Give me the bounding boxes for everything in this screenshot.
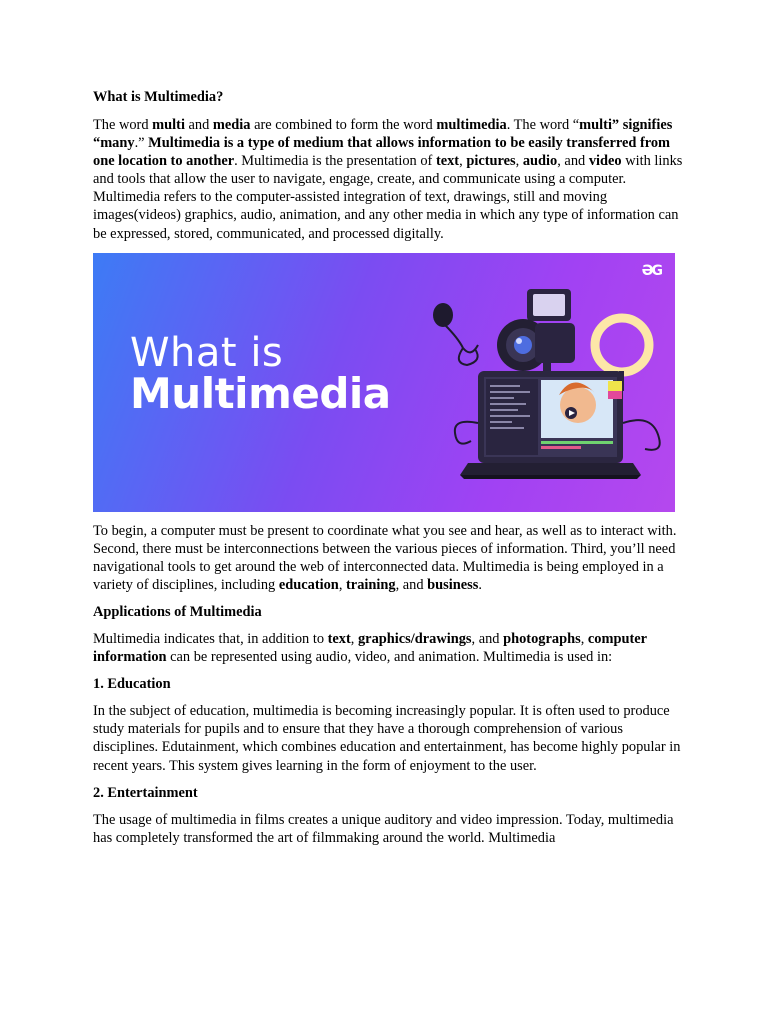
computer-requirements-paragraph <box>93 522 683 594</box>
heading-applications: Applications of Multimedia <box>93 604 262 621</box>
p2-bold-education: education <box>278 576 339 593</box>
p3-bold-text: text <box>327 631 351 648</box>
gfg-logo-icon: ƏG <box>641 262 661 279</box>
p2-text-4: . <box>478 576 482 593</box>
intro-bold-text: text <box>435 153 460 170</box>
heading-entertainment: 2. Entertainment <box>93 784 198 801</box>
intro-bold-pictures: pictures <box>466 153 516 170</box>
intro-text-2: and <box>184 117 213 133</box>
banner-title <box>130 329 391 419</box>
p2-text-2: , <box>338 576 347 593</box>
intro-text-6: . Multimedia is the presentation of <box>234 153 436 170</box>
ring-light-icon <box>595 318 649 372</box>
laptop-camera-illustration <box>423 253 675 512</box>
banner-title-line1: What is <box>130 329 284 376</box>
p2-text-1: To begin, a computer must be present to coordinate what you see and hear, as well as to interact with. Second, there must be interconnections between the various pieces of information. Third, you’ll need navigational tools to get around the web of interconnected data. Multimedia is being employed in a variety of disciplines, including <box>93 522 677 593</box>
multimedia-banner-image <box>93 253 675 512</box>
p3-text-5: can be represented using audio, video, and animation. Multimedia is used in: <box>166 649 613 666</box>
intro-text-5: .” <box>134 135 149 152</box>
entertainment-paragraph: The usage of multimedia in films creates a unique auditory and video impression. Today, multimedia has completely transformed the art of filmmaking around the world. Multimedia <box>93 811 674 846</box>
intro-bold-video: video <box>588 153 622 170</box>
intro-text-9: , and <box>557 153 589 170</box>
p3-text-3: , and <box>471 631 504 648</box>
intro-text-7: , <box>459 153 467 170</box>
p3-bold-computer-information: computer information <box>93 631 647 666</box>
intro-bold-audio: audio <box>522 153 558 170</box>
p3-text-4: , <box>580 631 588 648</box>
heading-education: 1. Education <box>93 676 171 693</box>
camera-icon <box>497 289 575 371</box>
p2-text-3: , and <box>395 576 428 593</box>
heading-what-is-multimedia: What is Multimedia? <box>93 89 224 105</box>
intro-bold-multimedia: multimedia <box>436 117 507 133</box>
p2-bold-business: business <box>427 576 479 593</box>
intro-text-3: are combined to form the word <box>250 117 437 133</box>
microphone-icon <box>433 303 478 365</box>
p2-bold-training: training <box>346 576 396 593</box>
intro-bold-multi: multi <box>152 117 185 133</box>
intro-bold-definition: Multimedia is a type of medium that allows information to be easily transferred from one location to another <box>93 135 671 170</box>
intro-bold-signifies: multi” signifies “many <box>93 117 673 152</box>
p3-text-2: , <box>350 631 358 648</box>
p3-text-1: Multimedia indicates that, in addition to <box>93 631 328 648</box>
p3-bold-photographs: photographs <box>503 631 581 648</box>
education-paragraph: In the subject of education, multimedia is becoming increasingly popular. It is often used to produce study materials for pupils and to ensure that they have a thorough comprehension of various disciplines. Edutainment, which combines education and entertainment, has become highly popular in recent years. This system gives learning in the form of enjoyment to the user. <box>93 703 681 774</box>
banner-title-line2: Multimedia <box>130 369 391 419</box>
intro-text-1: The word <box>93 117 153 133</box>
intro-text-4: . The word “ <box>506 117 580 133</box>
laptop-icon <box>460 371 641 479</box>
document-page <box>93 88 683 847</box>
intro-text-8: , <box>515 153 523 170</box>
p3-bold-graphics: graphics/drawings <box>357 631 472 648</box>
intro-paragraph <box>93 116 683 243</box>
applications-paragraph <box>93 630 683 666</box>
intro-text-10: with links and tools that allow the user to navigate, engage, create, and communicate using a computer. Multimedia refers to the computer-assisted integration of text, drawings, still and moving images(videos) graphics, audio, animation, and any other media in which any type of information can be expressed, stored, communicated, and processed digitally. <box>93 153 683 242</box>
intro-bold-media: media <box>212 117 251 133</box>
